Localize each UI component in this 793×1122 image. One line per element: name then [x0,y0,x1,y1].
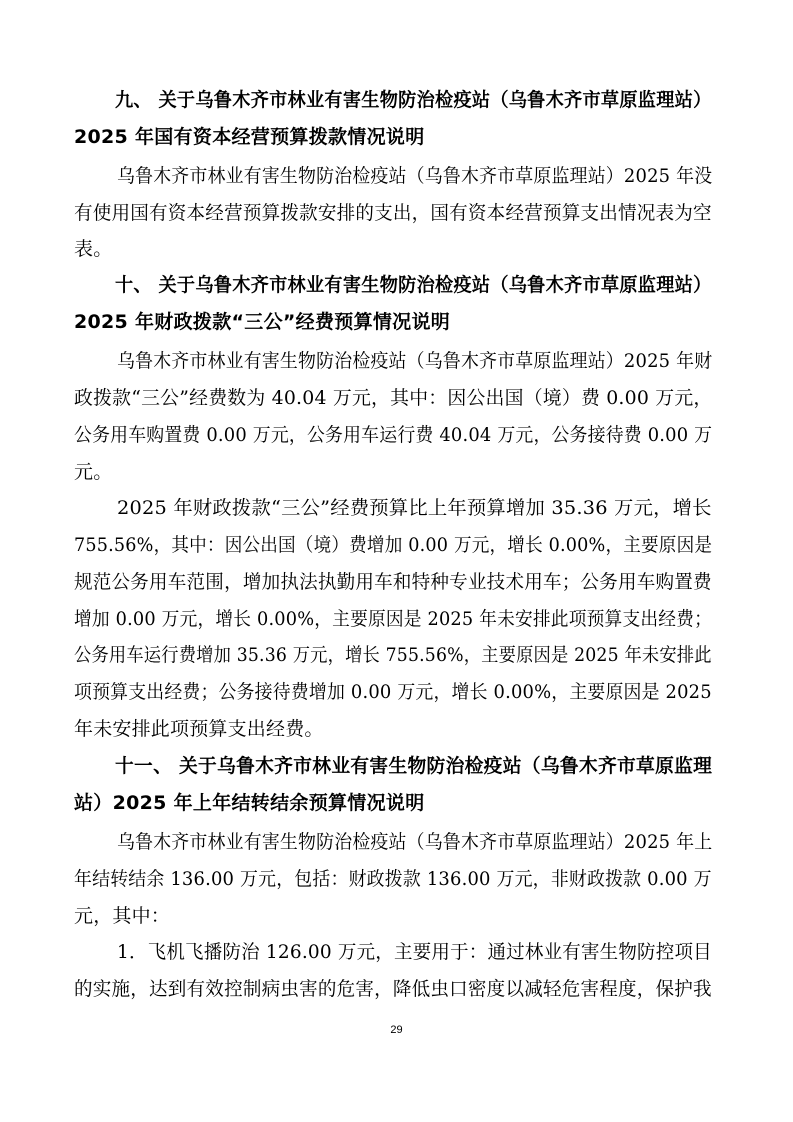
section-11-paragraph-line: 乌鲁木齐市林业有害生物防治检疫站（乌鲁木齐市草原监理站）2025 年上 [117,831,713,853]
section-10-paragraph-line: 公务用车运行费增加 35.36 万元，增长 755.56%，主要原因是 2025 年未安排此 [74,644,712,666]
section-10-paragraph-line: 2025 年财政拨款“三公”经费预算比上年预算增加 35.36 万元，增长 [117,497,712,519]
section-10-paragraph-line: 乌鲁木齐市林业有害生物防治检疫站（乌鲁木齐市草原监理站）2025 年财 [117,350,713,372]
section-11-paragraph-line: 元，其中： [74,905,171,927]
section-10-paragraph-line: 年未安排此项预算支出经费。 [74,718,324,740]
section-9-paragraph-line: 表。 [74,238,113,260]
section-10-paragraph-line: 规范公务用车范围，增加执法执勤用车和特种专业技术用车；公务用车购置费 [74,571,712,593]
page-number: 29 [390,1024,403,1036]
section-9-paragraph-line: 乌鲁木齐市林业有害生物防治检疫站（乌鲁木齐市草原监理站）2025 年没 [117,165,713,187]
section-10-paragraph-line: 755.56%，其中：因公出国（境）费增加 0.00 万元，增长 0.00%，主要原因是 [74,534,713,556]
section-9-heading-line-1: 九、 关于乌鲁木齐市林业有害生物防治检疫站（乌鲁木齐市草原监理站） [115,89,712,111]
section-11-paragraph-line: 的实施，达到有效控制病虫害的危害，降低虫口密度以减轻危害程度，保护我 [74,978,712,1000]
section-9-paragraph-line: 有使用国有资本经营预算拨款安排的支出，国有资本经营预算支出情况表为空 [74,202,712,224]
section-10-heading-line-2: 2025 年财政拨款“三公”经费预算情况说明 [74,311,451,333]
section-9-heading-line-2: 2025 年国有资本经营预算拨款情况说明 [74,126,425,148]
section-11-paragraph-line: 1．飞机飞播防治 126.00 万元，主要用于：通过林业有害生物防控项目 [117,941,712,963]
section-10-paragraph-line: 公务用车购置费 0.00 万元，公务用车运行费 40.04 万元，公务接待费 0.00 万 [74,424,713,446]
section-10-paragraph-line: 政拨款“三公”经费数为 40.04 万元，其中：因公出国（境）费 0.00 万元， [74,387,713,409]
section-10-paragraph-line: 项预算支出经费；公务接待费增加 0.00 万元，增长 0.00%，主要原因是 2025 [74,681,712,703]
section-10-paragraph-line: 增加 0.00 万元，增长 0.00%，主要原因是 2025 年未安排此项预算支出经费； [74,608,712,630]
section-11-paragraph-line: 年结转结余 136.00 万元，包括：财政拨款 136.00 万元，非财政拨款 0.00 万 [74,868,712,890]
section-11-heading-line-2: 站）2025 年上年结转结余预算情况说明 [74,792,425,814]
section-10-paragraph-line: 元。 [74,461,113,483]
section-10-heading-line-1: 十、 关于乌鲁木齐市林业有害生物防治检疫站（乌鲁木齐市草原监理站） [115,274,712,296]
section-11-heading-line-1: 十一、 关于乌鲁木齐市林业有害生物防治检疫站（乌鲁木齐市草原监理 [115,755,713,777]
